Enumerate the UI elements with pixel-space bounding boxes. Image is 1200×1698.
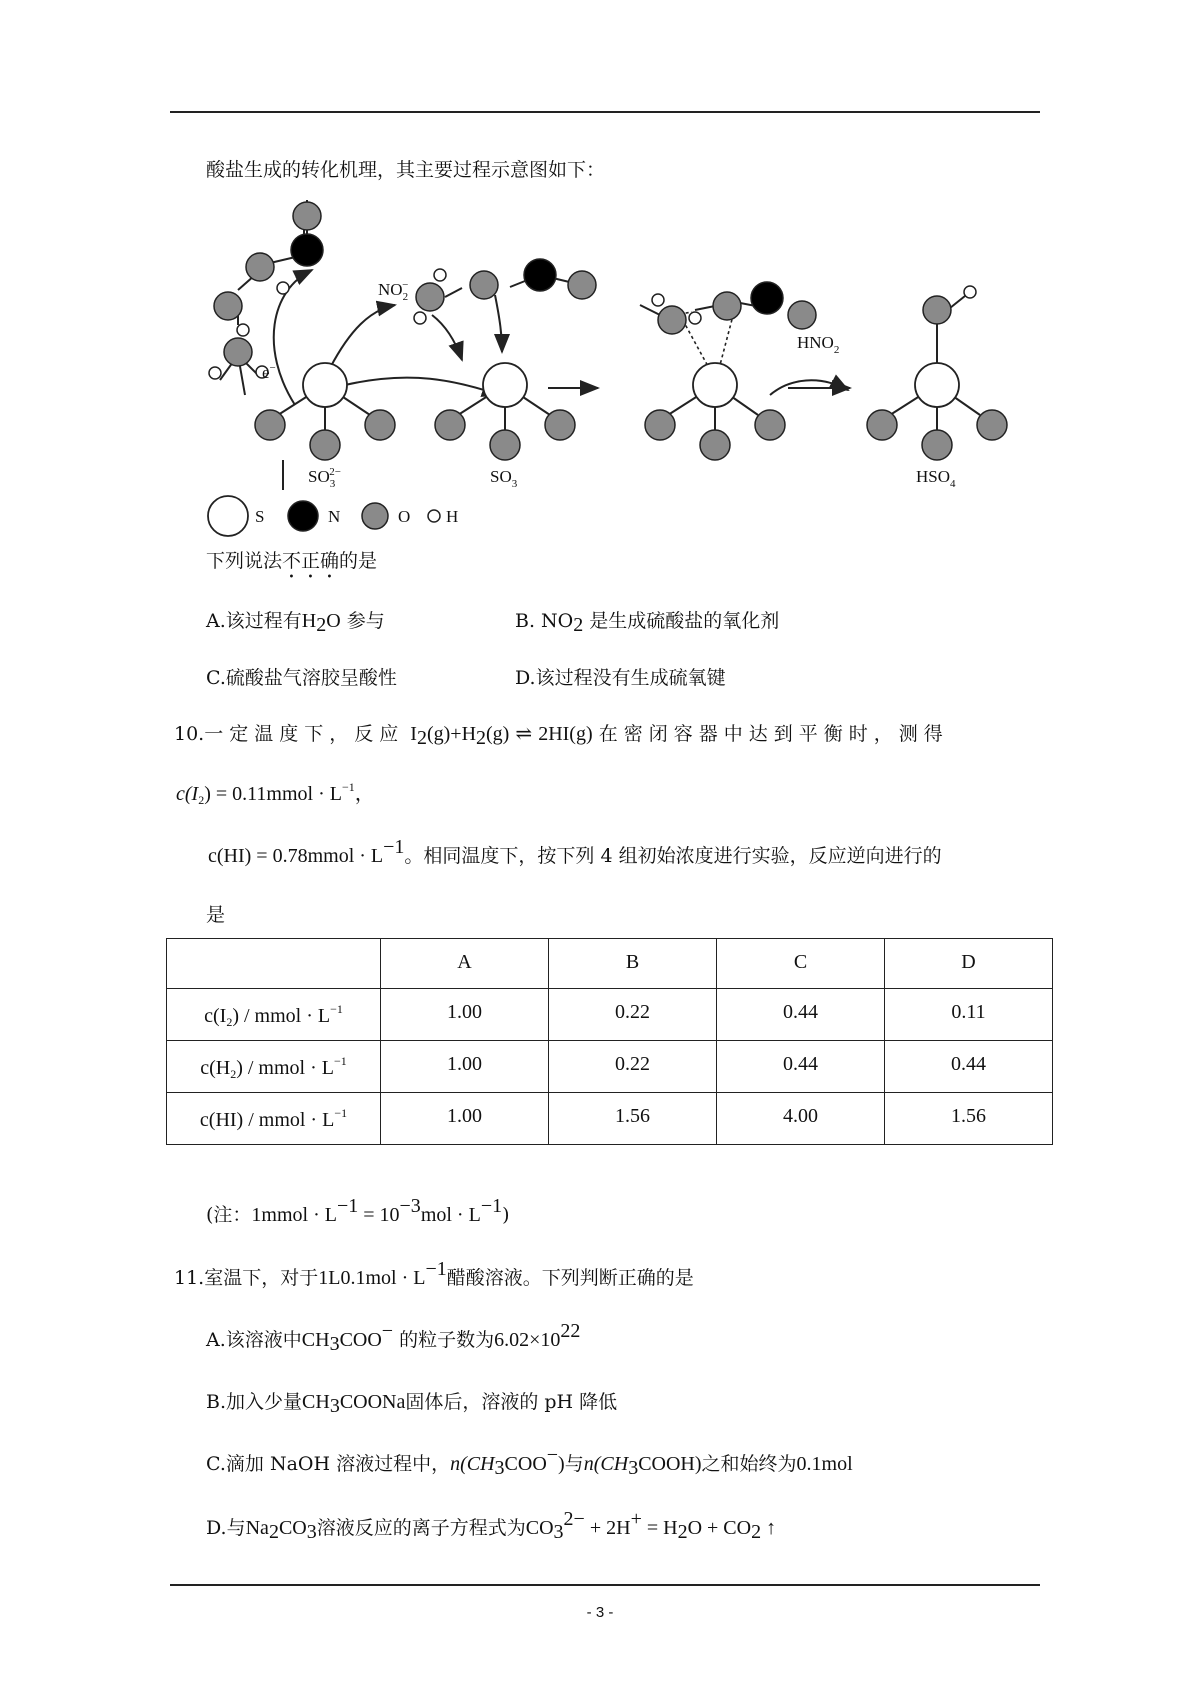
hydrogen-atom [237,324,249,336]
intro-text: 酸盐生成的转化机理，其主要过程示意图如下： [206,159,606,181]
table-header-cell: B [549,939,717,989]
oxygen-atom [755,410,785,440]
q9-option-d: D.该过程没有生成硫氧键 [515,667,726,689]
table-header-cell: D [885,939,1053,989]
oxygen-atom [922,430,952,460]
concentration-table [166,938,1053,1145]
oxygen-atom [923,296,951,324]
sulfur-atom [693,363,737,407]
hydrogen-atom [277,282,289,294]
so3-label: $SO_3$ [490,467,518,490]
table-header-cell [167,939,381,989]
hydrogen-atom [689,312,701,324]
hydrogen-atom [652,294,664,306]
table-header-cell: C [717,939,885,989]
oxygen-atom [700,430,730,460]
q9-stem: 下列说法不正确的是 [206,550,378,572]
q10-stem-end: 是 [206,904,226,926]
table-cell: 1.56 [885,1093,1053,1145]
table-cell: 1.00 [381,1093,549,1145]
q10-note: (注：1mmol · $L^{-1} = 10^{-3}mol \cdot L^{-1}$) [206,1195,510,1226]
oxygen-atom [645,410,675,440]
oxygen-atom [658,306,686,334]
hydrogen-atom [964,286,976,298]
q11-option-c: C.滴加 NaOH 溶液过程中，$n(CH_3COO^-)$与$n(CH_3COOH)$之和始终为0.1mol [206,1444,853,1479]
row-label: $c(I_2)$ / mmol · $L^{-1}$ [167,989,381,1041]
row-label: $c(H_2)$ / mmol · $L^{-1}$ [167,1041,381,1093]
oxygen-atom [246,253,274,281]
hno2-label: $HNO_2$ [797,333,840,356]
oxygen-atom [416,283,444,311]
table-cell: 1.56 [549,1093,717,1145]
no2-minus-label: $NO_2-$ [378,279,409,303]
q10-stem-line1: 10.一定温度下，反应 $I_2(g)+H_2(g)$ ⇌ 2HI(g) 在密闭容器中达到平衡时，测得 [174,723,949,749]
svg-text:H: H [446,507,459,526]
bottom-rule [170,1584,1040,1586]
oxygen-atom [713,292,741,320]
table-cell: 0.44 [717,1041,885,1093]
nitrogen-atom [291,234,323,266]
table-cell: 1.00 [381,989,549,1041]
hydrogen-atom [434,269,446,281]
table-cell: 1.00 [381,1041,549,1093]
svg-text:N: N [328,507,341,526]
oxygen-atom [470,271,498,299]
oxygen-atom [490,430,520,460]
page-number: - 3 - [586,1604,614,1621]
q9-option-a: A.该过程有$H_2O$ 参与 [206,610,385,636]
table-row [167,1041,1053,1093]
svg-text:S: S [255,507,265,526]
table-cell: 0.22 [549,1041,717,1093]
sulfur-atom [483,363,527,407]
table-cell: 0.44 [717,989,885,1041]
atom-legend [208,496,458,536]
q11-option-a: A.该溶液中$CH_3COO^-$ 的粒子数为$6.02\times 10^{22}$ [206,1320,581,1355]
oxygen-atom [977,410,1007,440]
hydrogen-atom [414,312,426,324]
row-label: c(HI) / mmol · $L^{-1}$ [167,1093,381,1145]
q11-stem: 11.室温下，对于$1L0.1mol \cdot L^{-1}$醋酸溶液。下列判断正确的是 [174,1258,694,1289]
oxygen-atom [224,338,252,366]
q11-option-b: B.加入少量$CH_3COONa$固体后，溶液的 pH 降低 [206,1391,618,1417]
table-row [167,989,1053,1041]
q11-option-d: D.与$Na_2CO_3$溶液反应的离子方程式为$CO_3^{2-} + 2H^+ = H_2O + CO_2$ ↑ [206,1508,777,1543]
oxygen-atom [310,430,340,460]
table-cell: 0.44 [885,1041,1053,1093]
oxygen-atom [867,410,897,440]
electron-label: e− [262,362,276,382]
nitrogen-atom [751,282,783,314]
oxygen-atom [365,410,395,440]
so3-2minus-label: $SO_32-$ [308,466,341,490]
table-cell: 4.00 [717,1093,885,1145]
table-cell: 0.11 [885,989,1053,1041]
oxygen-atom [214,292,242,320]
oxygen-atom [255,410,285,440]
q10-eq-hi: c(HI) = 0.78mmol · $L^{-1}$。相同温度下，按下列 4 组初始浓度进行实验，反应逆向进行的 [208,836,942,867]
sulfur-atom [915,363,959,407]
oxygen-atom [545,410,575,440]
table-header-row [167,939,1053,989]
hydrogen-atom [209,367,221,379]
top-rule [170,111,1040,113]
table-header-cell: A [381,939,549,989]
nitrogen-atom [524,259,556,291]
q9-option-c: C.硫酸盐气溶胶呈酸性 [206,667,397,689]
oxygen-atom [788,301,816,329]
oxygen-atom [435,410,465,440]
oxygen-atom [293,202,321,230]
hso4-label: $HSO_4$ [916,467,956,490]
table-row [167,1093,1053,1145]
q10-eq-i2: $c(I_2)$ = 0.11mmol · $L^{-1}$， [176,780,375,807]
table-cell: 0.22 [549,989,717,1041]
oxygen-atom [568,271,596,299]
sulfur-atom [303,363,347,407]
svg-text:O: O [398,507,411,526]
mechanism-diagram [200,200,1060,540]
q9-option-b: B. $NO_2$ 是生成硫酸盐的氧化剂 [515,610,780,636]
